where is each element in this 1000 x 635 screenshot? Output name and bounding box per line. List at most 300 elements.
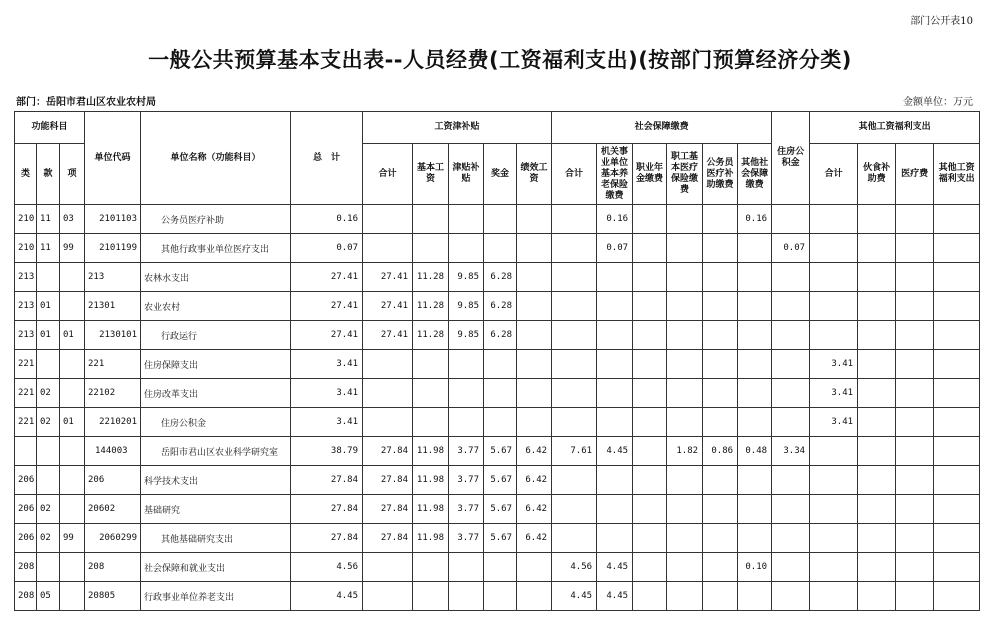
cell-lei: 213 [15, 292, 37, 321]
cell-amount [597, 263, 633, 292]
header-social_cols-2: 职业年金缴费 [633, 144, 667, 205]
cell-amount [633, 350, 667, 379]
page-title: 一般公共预算基本支出表--人员经费(工资福利支出)(按部门预算经济分类) [148, 48, 852, 72]
cell-amount [858, 263, 896, 292]
table-number-label: 部门公开表10 [910, 16, 973, 27]
cell-amount [703, 205, 738, 234]
cell-amount [597, 408, 633, 437]
cell-amount [667, 292, 703, 321]
cell-amount [934, 379, 980, 408]
cell-amount: 6.28 [484, 292, 517, 321]
cell-amount [896, 466, 934, 495]
cell-xiang: 01 [60, 408, 85, 437]
cell-amount [810, 263, 858, 292]
cell-amount [772, 263, 810, 292]
cell-amount [934, 205, 980, 234]
cell-lei: 208 [15, 553, 37, 582]
cell-amount [772, 350, 810, 379]
cell-amount: 27.41 [363, 292, 413, 321]
cell-amount [896, 234, 934, 263]
header-total: 总 计 [291, 112, 363, 205]
header-other_cols-0: 合计 [810, 144, 858, 205]
cell-amount [363, 553, 413, 582]
cell-amount [738, 466, 772, 495]
cell-amount: 4.45 [291, 582, 363, 611]
table-row [15, 379, 980, 408]
cell-amount: 27.84 [363, 495, 413, 524]
cell-amount [413, 205, 449, 234]
cell-amount [517, 321, 552, 350]
cell-amount: 4.45 [552, 582, 597, 611]
cell-amount [667, 234, 703, 263]
header-social-group: 社会保障缴费 [552, 112, 772, 144]
cell-amount: 9.85 [449, 292, 484, 321]
cell-amount [484, 205, 517, 234]
cell-lei: 210 [15, 234, 37, 263]
cell-amount [552, 350, 597, 379]
cell-amount: 11.28 [413, 292, 449, 321]
cell-unit-name: 岳阳市君山区农业科学研究室 [141, 437, 291, 466]
cell-amount [896, 321, 934, 350]
cell-xiang [60, 466, 85, 495]
table-row [15, 205, 980, 234]
cell-amount: 3.41 [291, 350, 363, 379]
cell-amount: 0.86 [703, 437, 738, 466]
cell-kuan [37, 437, 60, 466]
cell-amount [858, 408, 896, 437]
cell-amount [934, 553, 980, 582]
cell-amount: 11.98 [413, 495, 449, 524]
cell-amount [703, 292, 738, 321]
cell-unit-name: 科学技术支出 [141, 466, 291, 495]
cell-amount [633, 466, 667, 495]
cell-amount [633, 234, 667, 263]
cell-amount [667, 408, 703, 437]
cell-amount [738, 582, 772, 611]
cell-xiang [60, 292, 85, 321]
cell-xiang: 99 [60, 524, 85, 553]
cell-amount [703, 495, 738, 524]
cell-amount: 5.67 [484, 495, 517, 524]
cell-amount [517, 553, 552, 582]
cell-xiang [60, 379, 85, 408]
header-salary-group: 工资津补贴 [363, 112, 552, 144]
cell-amount [934, 321, 980, 350]
cell-amount [449, 234, 484, 263]
cell-unit-code: 221 [85, 350, 141, 379]
cell-amount [934, 582, 980, 611]
cell-amount: 0.16 [291, 205, 363, 234]
cell-amount: 0.07 [291, 234, 363, 263]
cell-amount [449, 582, 484, 611]
cell-amount [667, 495, 703, 524]
cell-amount [810, 466, 858, 495]
cell-amount [934, 495, 980, 524]
cell-amount [858, 205, 896, 234]
cell-amount: 27.84 [291, 466, 363, 495]
cell-amount [896, 408, 934, 437]
cell-unit-code: 2101199 [85, 234, 141, 263]
cell-kuan: 02 [37, 408, 60, 437]
cell-amount: 27.41 [291, 263, 363, 292]
cell-lei: 206 [15, 524, 37, 553]
cell-amount [858, 321, 896, 350]
cell-amount [667, 263, 703, 292]
cell-amount: 38.79 [291, 437, 363, 466]
cell-amount: 11.28 [413, 321, 449, 350]
cell-amount [517, 379, 552, 408]
cell-kuan: 02 [37, 524, 60, 553]
cell-unit-name: 农林水支出 [141, 263, 291, 292]
cell-amount [552, 466, 597, 495]
header-social_cols-3: 职工基本医疗保险缴费 [667, 144, 703, 205]
cell-amount [449, 408, 484, 437]
cell-amount: 11.28 [413, 263, 449, 292]
cell-lei: 221 [15, 408, 37, 437]
cell-amount [667, 553, 703, 582]
cell-amount [517, 263, 552, 292]
header-other_cols-3: 其他工资福利支出 [934, 144, 980, 205]
cell-amount: 11.98 [413, 524, 449, 553]
cell-amount [703, 466, 738, 495]
cell-amount [810, 437, 858, 466]
cell-lei: 221 [15, 350, 37, 379]
cell-amount [449, 350, 484, 379]
cell-amount: 6.28 [484, 321, 517, 350]
cell-amount [552, 234, 597, 263]
cell-lei: 210 [15, 205, 37, 234]
header-salary_cols-2: 津贴补贴 [449, 144, 484, 205]
cell-amount [517, 205, 552, 234]
cell-amount [552, 321, 597, 350]
cell-xiang [60, 582, 85, 611]
cell-amount [363, 205, 413, 234]
cell-amount: 1.82 [667, 437, 703, 466]
cell-xiang: 99 [60, 234, 85, 263]
cell-amount [597, 466, 633, 495]
cell-amount [667, 524, 703, 553]
cell-kuan: 02 [37, 495, 60, 524]
cell-unit-name: 其他行政事业单位医疗支出 [141, 234, 291, 263]
cell-unit-name: 行政运行 [141, 321, 291, 350]
cell-amount [484, 582, 517, 611]
cell-amount [633, 495, 667, 524]
header-salary_cols-0: 合计 [363, 144, 413, 205]
cell-amount [484, 379, 517, 408]
cell-amount: 27.84 [291, 495, 363, 524]
cell-kuan: 01 [37, 321, 60, 350]
cell-amount [772, 379, 810, 408]
cell-amount [517, 292, 552, 321]
cell-unit-name: 行政事业单位养老支出 [141, 582, 291, 611]
cell-kuan [37, 350, 60, 379]
cell-amount [703, 321, 738, 350]
cell-unit-code: 206 [85, 466, 141, 495]
cell-amount [810, 553, 858, 582]
cell-amount: 27.84 [291, 524, 363, 553]
cell-amount: 5.67 [484, 437, 517, 466]
header-xiang: 项 [60, 144, 85, 205]
cell-amount [363, 379, 413, 408]
cell-amount: 4.45 [597, 582, 633, 611]
cell-lei: 213 [15, 321, 37, 350]
cell-amount [633, 437, 667, 466]
cell-amount: 3.77 [449, 495, 484, 524]
cell-amount [810, 524, 858, 553]
cell-amount [772, 524, 810, 553]
cell-amount [597, 321, 633, 350]
cell-amount [597, 379, 633, 408]
cell-amount: 6.42 [517, 466, 552, 495]
cell-amount: 4.45 [597, 553, 633, 582]
cell-amount [633, 524, 667, 553]
cell-kuan: 11 [37, 234, 60, 263]
cell-amount [934, 263, 980, 292]
cell-amount: 3.77 [449, 524, 484, 553]
cell-amount [896, 292, 934, 321]
header-lei: 类 [15, 144, 37, 205]
cell-amount: 3.77 [449, 466, 484, 495]
cell-amount: 7.61 [552, 437, 597, 466]
cell-unit-code: 2060299 [85, 524, 141, 553]
cell-kuan: 01 [37, 292, 60, 321]
cell-amount [667, 582, 703, 611]
cell-amount [934, 466, 980, 495]
cell-amount [858, 437, 896, 466]
cell-amount: 3.41 [810, 350, 858, 379]
cell-amount [449, 205, 484, 234]
cell-amount: 3.41 [810, 408, 858, 437]
cell-kuan [37, 263, 60, 292]
cell-amount [810, 495, 858, 524]
cell-amount [413, 553, 449, 582]
cell-unit-name: 住房保障支出 [141, 350, 291, 379]
cell-amount: 3.77 [449, 437, 484, 466]
cell-unit-code: 22102 [85, 379, 141, 408]
cell-amount [517, 582, 552, 611]
header-kuan: 款 [37, 144, 60, 205]
cell-amount: 5.67 [484, 524, 517, 553]
cell-amount: 27.84 [363, 437, 413, 466]
cell-unit-code: 2210201 [85, 408, 141, 437]
cell-amount [934, 350, 980, 379]
cell-unit-name: 住房改革支出 [141, 379, 291, 408]
cell-xiang: 01 [60, 321, 85, 350]
cell-amount [633, 379, 667, 408]
cell-amount: 3.34 [772, 437, 810, 466]
cell-amount [597, 495, 633, 524]
cell-amount [552, 495, 597, 524]
cell-amount [772, 205, 810, 234]
cell-amount [413, 350, 449, 379]
cell-xiang [60, 350, 85, 379]
cell-xiang [60, 263, 85, 292]
table-row [15, 582, 980, 611]
cell-unit-code: 2130101 [85, 321, 141, 350]
table-row [15, 437, 980, 466]
cell-unit-name: 基础研究 [141, 495, 291, 524]
cell-kuan [37, 553, 60, 582]
cell-amount: 6.42 [517, 495, 552, 524]
cell-amount [703, 553, 738, 582]
cell-unit-code: 20602 [85, 495, 141, 524]
cell-amount [552, 379, 597, 408]
cell-amount [633, 408, 667, 437]
cell-amount [413, 379, 449, 408]
cell-kuan: 02 [37, 379, 60, 408]
cell-amount [552, 205, 597, 234]
table-row [15, 524, 980, 553]
cell-amount [738, 321, 772, 350]
header-other_cols-1: 伙食补助费 [858, 144, 896, 205]
cell-amount: 3.41 [810, 379, 858, 408]
cell-amount [597, 524, 633, 553]
cell-amount [810, 582, 858, 611]
table-row [15, 553, 980, 582]
cell-amount [858, 234, 896, 263]
cell-unit-code: 144003 [85, 437, 141, 466]
cell-amount [934, 292, 980, 321]
cell-unit-code: 21301 [85, 292, 141, 321]
cell-amount [858, 553, 896, 582]
header-other-group: 其他工资福利支出 [810, 112, 980, 144]
cell-amount [363, 234, 413, 263]
cell-amount [738, 408, 772, 437]
cell-unit-name: 社会保障和就业支出 [141, 553, 291, 582]
cell-amount: 27.41 [291, 321, 363, 350]
amount-unit-label: 金额单位：万元 [903, 97, 973, 108]
cell-amount [896, 379, 934, 408]
cell-amount [667, 466, 703, 495]
cell-amount [772, 466, 810, 495]
cell-amount [858, 495, 896, 524]
cell-amount [772, 495, 810, 524]
cell-amount [858, 292, 896, 321]
cell-amount: 9.85 [449, 321, 484, 350]
cell-amount [633, 263, 667, 292]
cell-amount: 27.84 [363, 466, 413, 495]
cell-lei: 206 [15, 495, 37, 524]
cell-amount [703, 350, 738, 379]
cell-xiang [60, 437, 85, 466]
cell-amount: 11.98 [413, 437, 449, 466]
cell-amount [449, 379, 484, 408]
cell-amount [896, 263, 934, 292]
cell-lei: 213 [15, 263, 37, 292]
cell-amount [934, 234, 980, 263]
cell-amount: 6.42 [517, 437, 552, 466]
cell-amount [484, 553, 517, 582]
header-housing: 住房公积金 [772, 112, 810, 205]
header-social_cols-0: 合计 [552, 144, 597, 205]
table-row [15, 495, 980, 524]
cell-amount [703, 234, 738, 263]
cell-amount: 27.41 [291, 292, 363, 321]
header-unit-code: 单位代码 [85, 112, 141, 205]
cell-amount [517, 350, 552, 379]
cell-amount [517, 234, 552, 263]
cell-amount [738, 263, 772, 292]
cell-amount [633, 321, 667, 350]
cell-amount: 0.48 [738, 437, 772, 466]
cell-amount [810, 205, 858, 234]
cell-amount [810, 292, 858, 321]
header-salary_cols-4: 绩效工资 [517, 144, 552, 205]
cell-amount [703, 408, 738, 437]
cell-amount [363, 408, 413, 437]
cell-amount [597, 292, 633, 321]
table-row [15, 408, 980, 437]
cell-amount: 11.98 [413, 466, 449, 495]
cell-amount [667, 205, 703, 234]
cell-amount [896, 582, 934, 611]
cell-unit-name: 农业农村 [141, 292, 291, 321]
header-social_cols-1: 机关事业单位基本养老保险缴费 [597, 144, 633, 205]
cell-amount [633, 582, 667, 611]
cell-amount [703, 379, 738, 408]
cell-amount [413, 234, 449, 263]
cell-kuan: 05 [37, 582, 60, 611]
cell-amount [738, 524, 772, 553]
cell-amount [810, 321, 858, 350]
cell-amount [934, 408, 980, 437]
cell-lei: 206 [15, 466, 37, 495]
cell-kuan: 11 [37, 205, 60, 234]
cell-amount [633, 205, 667, 234]
cell-amount [772, 408, 810, 437]
cell-amount [484, 408, 517, 437]
cell-amount: 0.16 [738, 205, 772, 234]
cell-unit-name: 公务员医疗补助 [141, 205, 291, 234]
cell-amount [738, 379, 772, 408]
cell-amount [896, 553, 934, 582]
cell-unit-code: 2101103 [85, 205, 141, 234]
cell-unit-code: 20805 [85, 582, 141, 611]
header-social_cols-4: 公务员医疗补助缴费 [703, 144, 738, 205]
header-salary_cols-3: 奖金 [484, 144, 517, 205]
cell-amount: 27.84 [363, 524, 413, 553]
cell-amount: 5.67 [484, 466, 517, 495]
cell-amount [703, 524, 738, 553]
cell-amount [738, 495, 772, 524]
cell-amount [667, 379, 703, 408]
cell-amount [858, 466, 896, 495]
cell-lei [15, 437, 37, 466]
cell-amount [552, 408, 597, 437]
cell-amount: 3.41 [291, 408, 363, 437]
cell-amount [896, 495, 934, 524]
cell-kuan [37, 466, 60, 495]
cell-unit-name: 其他基础研究支出 [141, 524, 291, 553]
cell-amount [552, 292, 597, 321]
cell-xiang: 03 [60, 205, 85, 234]
cell-amount: 4.56 [552, 553, 597, 582]
cell-amount: 6.42 [517, 524, 552, 553]
header-func-subject: 功能科目 [15, 112, 85, 144]
cell-amount [552, 263, 597, 292]
header-salary_cols-1: 基本工资 [413, 144, 449, 205]
cell-xiang [60, 553, 85, 582]
department-label: 部门：岳阳市君山区农业农村局 [16, 97, 156, 108]
cell-amount: 4.45 [597, 437, 633, 466]
cell-amount [896, 350, 934, 379]
cell-amount [413, 408, 449, 437]
cell-amount [858, 582, 896, 611]
cell-amount [858, 379, 896, 408]
table-row [15, 292, 980, 321]
cell-amount [896, 437, 934, 466]
cell-amount [738, 350, 772, 379]
